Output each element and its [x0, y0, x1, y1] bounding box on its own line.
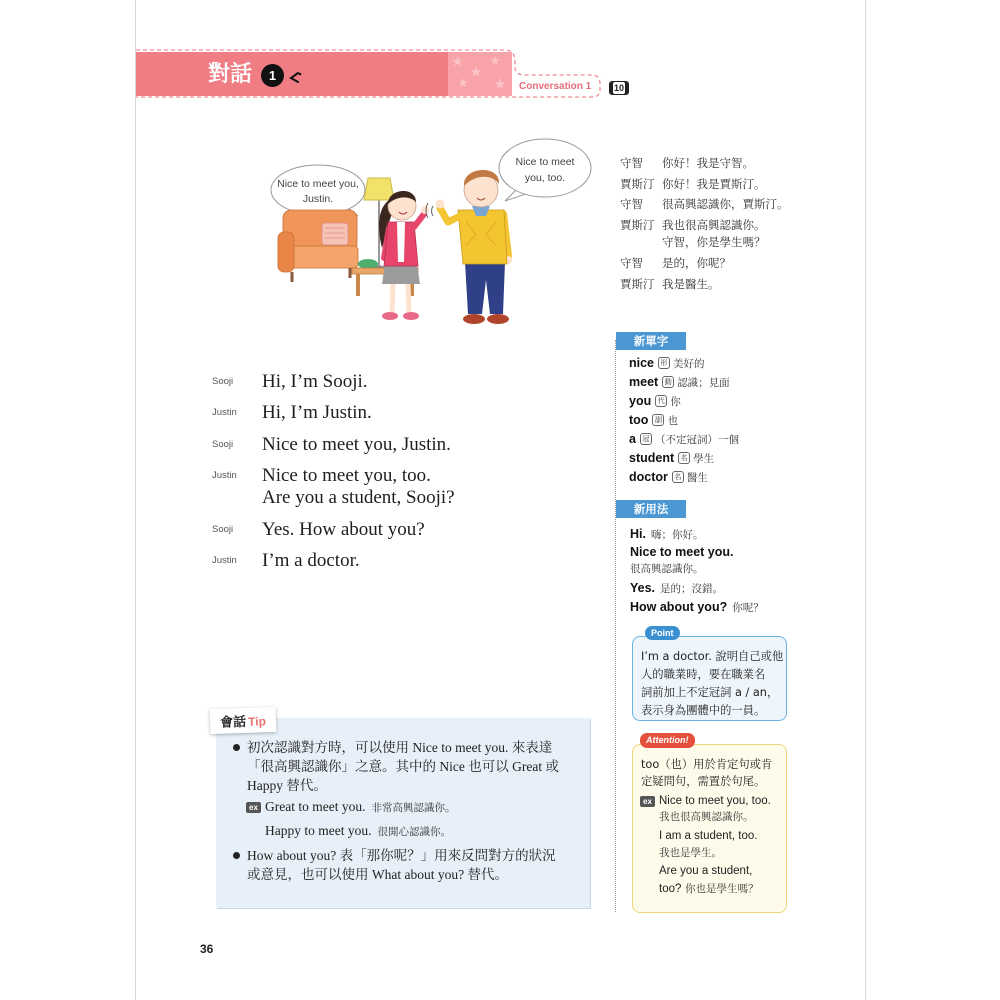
- usage-phrase: Yes.: [630, 581, 656, 595]
- usage-item: [630, 578, 723, 598]
- tip-tag: [210, 707, 277, 734]
- tip-line: 初次認識對方時，可以使用 Nice to meet you. 來表達: [247, 740, 553, 755]
- part-of-speech-badge: 動: [662, 376, 674, 388]
- tip-line: Happy 替代。: [247, 778, 327, 793]
- usage-phrase: Hi.: [630, 527, 646, 541]
- dialogue-line: Hi, I’m Justin.: [262, 402, 372, 423]
- translation-row: [620, 255, 731, 272]
- example-chinese: 我也是學生。: [659, 847, 722, 859]
- point-line: I’m a doctor. 說明自己或他: [641, 650, 784, 663]
- example-chinese: 很開心認識你。: [377, 826, 451, 838]
- example-english: I am a student, too.: [659, 830, 758, 842]
- attention-example: [659, 863, 752, 879]
- example-chinese: 我也很高興認識你。: [659, 811, 754, 823]
- point-line: 詞前加上不定冠詞 a / an，: [641, 686, 779, 699]
- vocab-heading: 新單字: [616, 332, 686, 350]
- usage-phrase: How about you?: [630, 600, 728, 614]
- vocab-item: [629, 392, 681, 410]
- vocab-word: nice: [629, 356, 655, 370]
- vocab-word: student: [629, 451, 675, 465]
- translation-speaker: 守智: [620, 256, 643, 270]
- translation-row: [620, 155, 754, 172]
- tip-example: [265, 821, 451, 842]
- part-of-speech-badge: 名: [678, 452, 690, 464]
- section-subtitle: Conversation 1: [519, 81, 592, 92]
- conversation-illustration: [260, 130, 605, 335]
- page-left-edge: [135, 0, 136, 1000]
- translation-row: [620, 217, 766, 251]
- point-line: 人的職業時，要在職業名: [641, 668, 766, 681]
- dialogue-line: Yes. How about you?: [262, 519, 425, 540]
- sofa: [278, 210, 358, 282]
- tip-line: How about you? 表「那你呢？」用來反問對方的狀況: [247, 848, 556, 863]
- attention-example-translation: [659, 809, 754, 825]
- dialogue-line: Are you a student, Sooji?: [262, 487, 455, 508]
- speech-bubble-left: [271, 165, 365, 216]
- vocab-meaning: 醫生: [686, 471, 708, 484]
- bullet-icon: [233, 744, 240, 751]
- vocab-item: [629, 468, 708, 486]
- translation-text: 你好！我是守智。: [662, 156, 754, 170]
- vocab-item: [629, 430, 739, 448]
- dialogue-speaker: Sooji: [212, 524, 234, 535]
- example-english: Happy to meet you.: [265, 823, 372, 838]
- dialogue-speaker: Justin: [212, 555, 237, 566]
- dialogue-row: [212, 550, 360, 572]
- translation-text: 是的，你呢？: [662, 256, 731, 270]
- vocab-item: [629, 373, 730, 391]
- vocab-item: [629, 411, 678, 429]
- vocab-meaning: 認識；見面: [677, 376, 730, 389]
- usage-item: [630, 542, 734, 560]
- example-badge: ex: [246, 802, 261, 813]
- usage-meaning: 你呢？: [732, 602, 764, 614]
- usage-meaning: 很高興認識你。: [630, 563, 704, 575]
- part-of-speech-badge: 副: [652, 414, 664, 426]
- translation-text: 我也很高興認識你。: [662, 218, 766, 232]
- dialogue-line: Nice to meet you, Justin.: [262, 434, 451, 455]
- dialogue-line: Hi, I’m Sooji.: [262, 371, 368, 392]
- usage-meaning: 嗨；你好。: [650, 529, 704, 541]
- dialogue-row: [212, 402, 372, 424]
- attention-example: [659, 881, 758, 897]
- bubble-left-line: Justin.: [302, 193, 334, 205]
- usage-meaning: 是的；沒錯。: [660, 583, 724, 595]
- attention-line: too（也）用於肯定句或肯: [641, 758, 773, 771]
- column-divider: [615, 340, 616, 912]
- translation-speaker: 賈斯汀: [620, 177, 655, 191]
- vocab-meaning: （不定冠詞）一個: [654, 433, 739, 446]
- usage-item: [630, 597, 764, 617]
- attention-example: [640, 793, 771, 809]
- example-english: too?: [659, 883, 682, 895]
- example-english: Are you a student,: [659, 865, 753, 877]
- dialogue-row: [212, 465, 455, 509]
- usage-item: [630, 524, 703, 544]
- dialogue-row: [212, 434, 451, 456]
- dialogue-speaker: Sooji: [212, 376, 234, 387]
- dialogue-speaker: Sooji: [212, 439, 234, 450]
- section-title: 對話: [208, 62, 253, 87]
- vocab-meaning: 美好的: [673, 357, 705, 370]
- vocab-word: too: [629, 413, 649, 427]
- attention-example-translation: [659, 845, 722, 861]
- translation-text: 守智，你是學生嗎？: [662, 235, 766, 249]
- attention-tag: Attention!: [640, 733, 695, 748]
- example-chinese: 非常高興認識你。: [371, 802, 456, 814]
- section-number-badge: 1: [261, 64, 284, 87]
- page-right-edge: [865, 0, 866, 1000]
- usage-phrase: Nice to meet you.: [630, 545, 734, 559]
- part-of-speech-badge: 冠: [640, 433, 652, 445]
- part-of-speech-badge: 名: [672, 471, 684, 483]
- girl-character: [379, 191, 429, 320]
- vocab-item: [629, 354, 705, 372]
- header-banner: [0, 0, 1000, 110]
- page-number: 36: [200, 942, 214, 956]
- dialogue-row: [212, 519, 425, 541]
- bullet-icon: [233, 852, 240, 859]
- example-badge: ex: [640, 796, 655, 807]
- part-of-speech-badge: 形: [658, 357, 670, 369]
- translation-row: [620, 276, 720, 293]
- translation-speaker: 守智: [620, 197, 643, 211]
- attention-line: 定疑問句，需置於句尾。: [641, 775, 766, 788]
- dialogue-line: I’m a doctor.: [262, 550, 360, 571]
- plant: [358, 259, 378, 269]
- tip-label-tip: Tip: [247, 714, 267, 729]
- vocab-word: meet: [629, 375, 659, 389]
- translation-text: 很高興認識你，賈斯汀。: [662, 197, 789, 211]
- part-of-speech-badge: 代: [655, 395, 667, 407]
- translation-speaker: 賈斯汀: [620, 277, 655, 291]
- sofa-pillow: [322, 223, 348, 245]
- speech-bubble-right: [499, 139, 591, 201]
- translation-text: 你好！我是賈斯汀。: [662, 177, 766, 191]
- vocab-meaning: 也: [667, 414, 678, 427]
- tip-line: 「很高興認識你」之意。其中的 Nice 也可以 Great 或: [247, 759, 559, 774]
- vocab-word: you: [629, 394, 652, 408]
- attention-example: [659, 828, 757, 844]
- usage-heading: 新用法: [616, 500, 686, 518]
- example-english: Great to meet you.: [265, 799, 366, 814]
- vocab-meaning: 你: [670, 395, 681, 408]
- dialogue-speaker: Justin: [212, 470, 237, 481]
- bubble-left-line: Nice to meet you,: [277, 178, 359, 190]
- translation-row: [620, 176, 766, 193]
- example-chinese: 你也是學生嗎？: [684, 883, 759, 895]
- vocab-meaning: 學生: [693, 452, 715, 465]
- tip-example: [246, 797, 455, 818]
- translation-text: 我是醫生。: [662, 277, 720, 291]
- translation-speaker: 守智: [620, 156, 643, 170]
- point-line: 表示身為團體中的一員。: [641, 704, 766, 717]
- bubble-right-line: Nice to meet: [515, 156, 575, 168]
- bubble-right-line: you, too.: [524, 172, 566, 184]
- audio-track-icon: 10: [609, 81, 629, 95]
- translation-row: [620, 196, 789, 213]
- tip-label: 會話: [219, 714, 247, 731]
- man-character: [436, 170, 513, 324]
- vocab-word: a: [629, 432, 636, 446]
- vocab-item: [629, 449, 714, 467]
- tip-line: 或意見，也可以使用 What about you? 替代。: [247, 867, 508, 882]
- vocab-word: doctor: [629, 470, 668, 484]
- dialogue-line: Nice to meet you, too.: [262, 465, 431, 486]
- speech-icon: [288, 70, 302, 84]
- dialogue-speaker: Justin: [212, 407, 237, 418]
- point-tag: Point: [645, 626, 680, 640]
- translation-speaker: 賈斯汀: [620, 218, 655, 232]
- dialogue-row: [212, 371, 368, 393]
- usage-item-meaning-row: [630, 559, 704, 577]
- example-english: Nice to meet you, too.: [659, 795, 771, 807]
